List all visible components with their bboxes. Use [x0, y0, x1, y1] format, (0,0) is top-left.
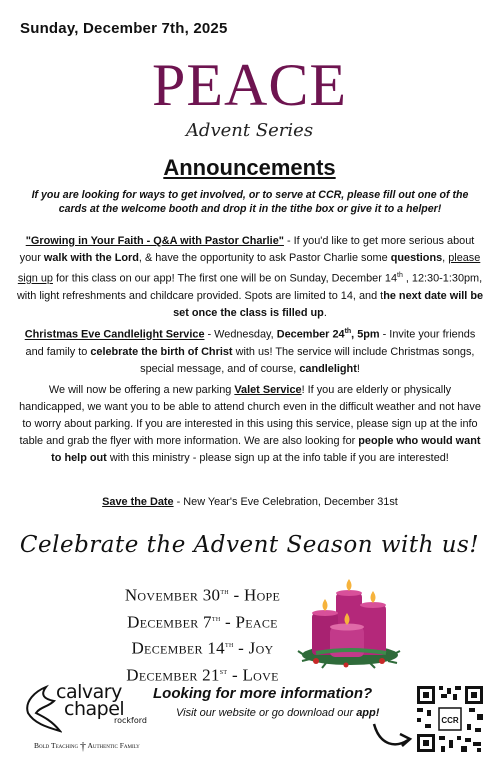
valet-announcement: We will now be offering a new parking Valet Service! If you are elderly or physically handicapped, we want you to be able to attend church even in the difficult weather and not have to worry about parking. If you are interested in this using this service, please sign up at the info table and grab the flyer with more information. We are also looking for people who would want to help out with this ministry - please sign up at the info table if you are interested! — [19, 384, 481, 464]
growing-faith-announcement: "Growing in Your Faith - Q&A with Pastor Charlie" - If you'd like to get more serious about your walk with the Lord, & have the opportunity to ask Pastor Charlie some questions, please sign up for this class on our app! The first one will be on Sunday, December 14th , 12:30-1:30pm, with light refreshments and childcare provided. Spots are limited to 14, and the next date will be set once the class is filled up. — [16, 235, 484, 319]
logo-text-rockford: rockford — [114, 716, 147, 725]
save-the-date-title: Save the Date — [102, 496, 174, 508]
growing-faith-title: "Growing in Your Faith - Q&A with Pastor Charlie" — [25, 235, 284, 247]
cross-icon: † — [79, 739, 86, 753]
logo-text-chapel: chapel — [64, 698, 125, 720]
bulletin-date: Sunday, December 7th, 2025 — [20, 20, 228, 37]
save-the-date-announcement: Save the Date - New Year's Eve Celebration, December 31st — [102, 496, 398, 508]
announcements-heading: Announcements — [163, 155, 336, 180]
advent-week-1: November 30th - Hope — [124, 585, 281, 605]
logo-text-calvary: calvary — [56, 681, 122, 703]
church-logo — [22, 683, 157, 763]
christmas-eve-title: Christmas Eve Candlelight Service — [24, 328, 205, 341]
logo-tagline: Bold Teaching † Authentic Family — [34, 739, 140, 753]
sign-up-link[interactable]: please sign up — [17, 252, 481, 285]
qr-center-label: CCR — [441, 716, 459, 725]
qr-code[interactable] — [415, 684, 485, 754]
advent-candles-icon — [296, 575, 404, 670]
advent-week-2: December 7th - Peace — [127, 612, 278, 632]
announcements-intro: If you are looking for ways to get involved, or to serve at CCR, please fill out one of the cards at the welcome booth and drop it in the tithe box or give it to a helper! — [31, 189, 469, 215]
advent-week-3: December 14th - Joy — [131, 638, 274, 658]
series-subtitle: Advent Series — [185, 120, 314, 141]
more-info-heading: Looking for more information? — [153, 685, 373, 702]
valet-title: Valet Service — [234, 384, 302, 396]
arrow-to-qr-icon — [370, 718, 415, 753]
advent-heading: Celebrate the Advent Season with us! — [19, 532, 480, 558]
christmas-eve-announcement: Christmas Eve Candlelight Service - Wednesday, December 24th, 5pm - Invite your friends and family to celebrate the birth of Christ with us! The service will include Christmas songs, special message, and of course, candlelight! — [24, 328, 476, 375]
advent-weeks-list — [95, 580, 310, 687]
more-info-text: Visit our website or go download our app! — [176, 707, 380, 719]
advent-week-4: December 21st - Love — [126, 665, 279, 685]
series-title: PEACE — [151, 52, 348, 118]
